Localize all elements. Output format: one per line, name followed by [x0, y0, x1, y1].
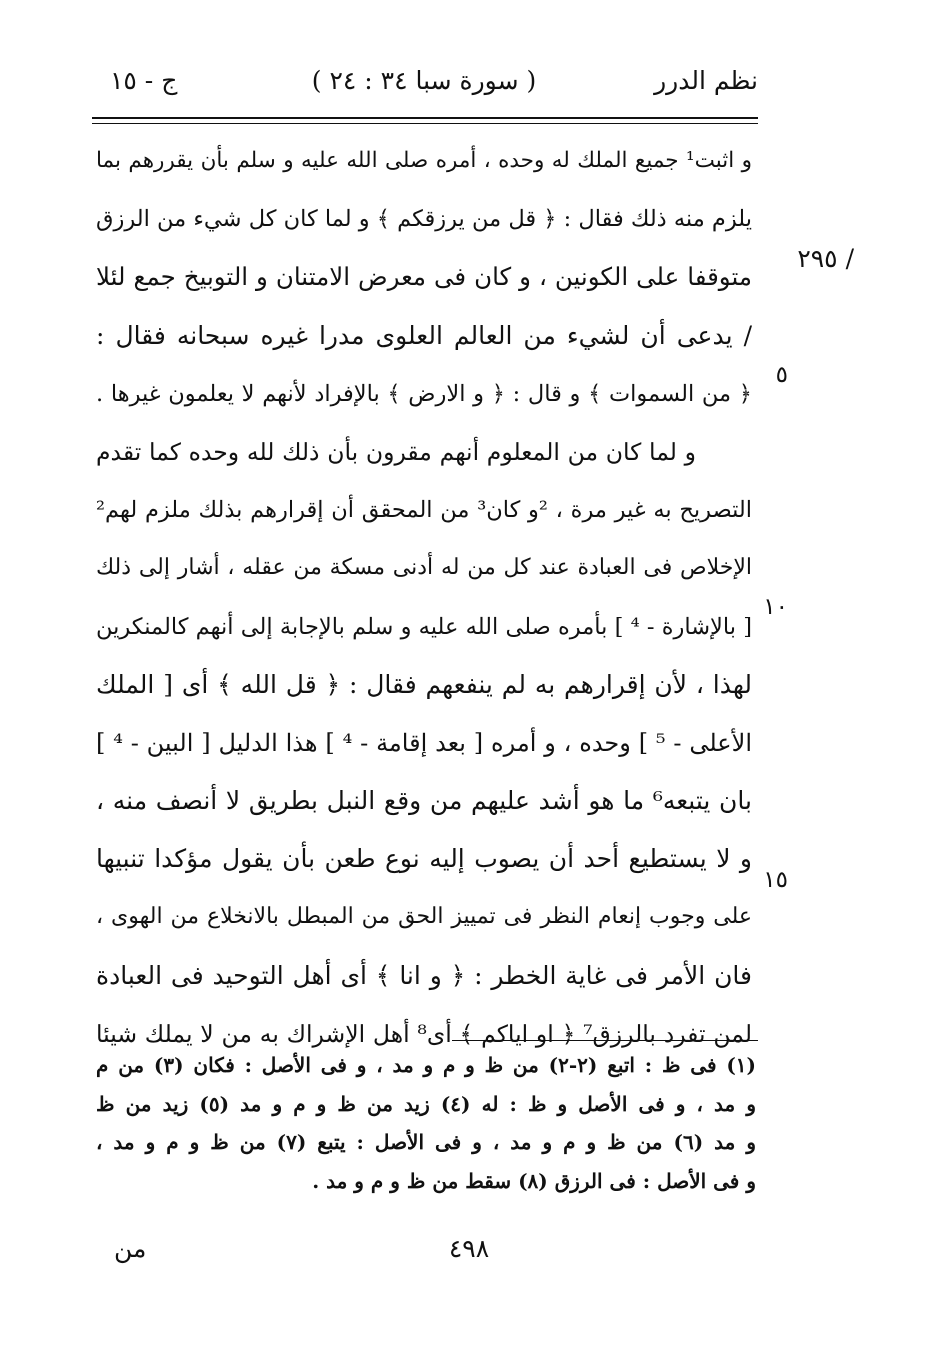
- text-line: متوقفا على الكونين ، و كان فى معرض الامتنان و التوبيخ جمع لئلا: [96, 262, 752, 292]
- text-line: [ بالإشارة - ⁴ ] بأمره صلى الله عليه و سلم بالإجابة إلى أنهم كالمنكرين: [96, 613, 752, 640]
- text-line: بان يتبعه⁶ ما هو أشد عليهم من وقع النبل بطريق لا أنصف منه ،: [96, 786, 752, 816]
- running-header: [90, 66, 758, 110]
- footnote-line: (١) فى ظ : اتبع (٢-٢) من ظ و م و مد ، و فى الأصل : فكان (٣) من م: [96, 1053, 757, 1077]
- text-line: و لا يستطيع أحد أن يصوب إليه نوع طعن بأن يقول مؤكدا تنبيها: [96, 844, 752, 874]
- text-line: الإخلاص فى العبادة عند كل من له أدنى مسكة من عقله ، أشار إلى ذلك: [96, 555, 752, 581]
- footnote-line: و فى الأصل : فى الرزق (٨) سقط من ظ و م و مد .: [312, 1168, 756, 1193]
- text-line: على وجوب إنعام النظر فى تمييز الحق من المبطل بالانخلاع من الهوى ،: [96, 904, 752, 930]
- header-rule-thin: [92, 123, 758, 124]
- margin-page-reference: / ٢٩٥: [797, 244, 854, 273]
- text-line: لمن تفرد بالرزق⁷ ﴿ او اياكم ﴾ أى⁸ أهل الإشراك به من لا يملك شيئا: [96, 1019, 753, 1048]
- line-number-10: ١٠: [763, 594, 788, 620]
- footnote-line: و مد (٦) من ظ و م و مد ، و فى الأصل : يتبع (٧) من ظ و م و مد ،: [96, 1130, 756, 1154]
- text-line: ﴿ من السموات ﴾ و قال : ﴿ و الارض ﴾ بالإفراد لأنهم لا يعلمون غيرها .: [96, 380, 752, 407]
- sura-reference: ( سورة سبا ٣٤ : ٢٤ ): [311, 66, 537, 95]
- book-title: نظم الدرر: [654, 66, 758, 95]
- footnotes: [96, 1046, 756, 1200]
- text-line: فان الأمر فى غاية الخطر : ﴿ و انا ﴾ أى أهل التوحيد فى العبادة: [96, 960, 752, 990]
- header-rule-thick: [92, 117, 758, 119]
- footnote-rule: [452, 1040, 758, 1041]
- line-number-15: ١٥: [763, 867, 788, 893]
- line-number-5: ٥: [775, 362, 788, 388]
- catchword: من: [114, 1234, 147, 1263]
- text-line: يلزم منه ذلك فقال : ﴿ قل من يرزقكم ﴾ و لما كان كل شيء من الرزق: [96, 206, 752, 233]
- text-line: لهذا ، لأن إقرارهم به لم ينفعهم فقال : ﴿ قل الله ﴾ أى [ الملك: [96, 669, 752, 699]
- main-text: [96, 132, 752, 1063]
- text-line: التصريح به غير مرة ، ²و كان³ من المحقق أن إقرارهم بذلك ملزم لهم²: [96, 497, 752, 524]
- text-line: و اثبت¹ جميع الملك له وحده ، أمره صلى الله عليه و سلم بأن يقررهم بما: [96, 148, 752, 173]
- page-number: ٤٩٨: [448, 1234, 490, 1263]
- text-line: و لما كان من المعلوم أنهم مقرون بأن ذلك لله وحده كما تقدم: [96, 437, 696, 466]
- footnote-line: و مد ، و فى الأصل و ظ : له (٤) زيد من ظ و م و مد (٥) زيد من ظ: [96, 1091, 757, 1116]
- text-line: / يدعى أن لشيء من العالم العلوى مدرا غيره سبحانه فقال :: [96, 320, 752, 350]
- text-line: الأعلى - ⁵ ] وحده ، و أمره [ بعد إقامة - ⁴ ] هذا الدليل [ البين - ⁴ ]: [96, 728, 752, 757]
- volume-label: ج - ١٥: [110, 66, 178, 95]
